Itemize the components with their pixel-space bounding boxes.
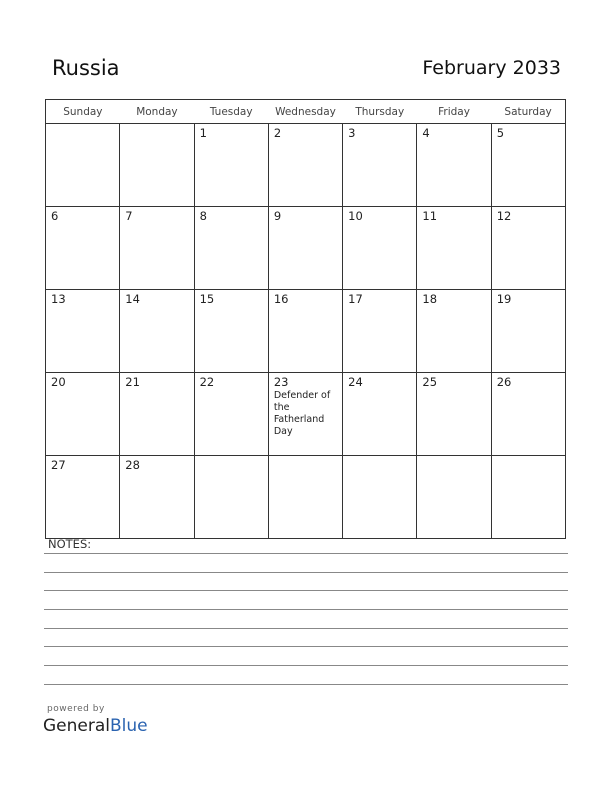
day-number: 27 bbox=[51, 458, 66, 472]
calendar-day-cell bbox=[268, 290, 342, 373]
day-number: 7 bbox=[125, 209, 133, 223]
day-number: 25 bbox=[422, 375, 438, 389]
holiday-label: Defender of the Fatherland Day bbox=[273, 390, 331, 437]
calendar-day-cell bbox=[417, 456, 491, 539]
calendar-grid bbox=[45, 99, 566, 539]
day-number: 26 bbox=[496, 375, 512, 389]
calendar-day-cell bbox=[268, 207, 342, 290]
day-number: 9 bbox=[273, 209, 282, 223]
day-number: 10 bbox=[348, 209, 363, 223]
calendar-day-cell bbox=[120, 207, 194, 290]
generalblue-logo bbox=[43, 716, 148, 736]
note-line bbox=[44, 684, 568, 685]
calendar-day-cell bbox=[46, 290, 120, 373]
note-line bbox=[44, 553, 568, 554]
note-line bbox=[44, 572, 568, 573]
calendar-day-cell bbox=[120, 124, 194, 207]
calendar-day-cell bbox=[343, 207, 417, 290]
calendar-day-cell bbox=[343, 124, 417, 207]
calendar-day-cell bbox=[491, 456, 565, 539]
day-number: 23 bbox=[273, 375, 289, 389]
day-number: 28 bbox=[125, 458, 140, 472]
note-line bbox=[44, 609, 568, 610]
calendar-day-cell bbox=[343, 456, 417, 539]
calendar-day-cell bbox=[343, 373, 417, 456]
weekday-header: Tuesday bbox=[194, 100, 268, 124]
weekday-header: Sunday bbox=[46, 100, 120, 124]
calendar-day-cell bbox=[417, 373, 491, 456]
calendar-day-cell bbox=[417, 290, 491, 373]
calendar-week-row bbox=[46, 207, 566, 290]
day-number: 12 bbox=[496, 209, 512, 223]
calendar-day-cell bbox=[343, 290, 417, 373]
day-number: 21 bbox=[125, 375, 140, 389]
calendar-day-cell bbox=[268, 456, 342, 539]
day-number: 22 bbox=[199, 375, 215, 389]
day-number: 19 bbox=[496, 292, 512, 306]
weekday-header: Saturday bbox=[491, 100, 565, 124]
calendar-day-cell bbox=[46, 207, 120, 290]
calendar-day-cell bbox=[194, 124, 268, 207]
weekday-header: Friday bbox=[417, 100, 491, 124]
calendar-country: Russia bbox=[52, 56, 120, 80]
calendar-day-cell bbox=[194, 373, 268, 456]
powered-by-text: powered by bbox=[47, 704, 105, 714]
calendar-day-cell bbox=[46, 373, 120, 456]
day-number: 3 bbox=[348, 126, 356, 140]
calendar-day-cell bbox=[491, 124, 565, 207]
calendar-week-row bbox=[46, 290, 566, 373]
day-number: 17 bbox=[348, 292, 363, 306]
note-line bbox=[44, 628, 568, 629]
day-number: 15 bbox=[199, 292, 215, 306]
calendar-day-cell bbox=[46, 124, 120, 207]
day-number: 1 bbox=[199, 126, 207, 140]
weekday-header: Thursday bbox=[343, 100, 417, 124]
calendar-week-row bbox=[46, 373, 566, 456]
calendar-day-cell bbox=[491, 373, 565, 456]
day-number: 8 bbox=[199, 209, 207, 223]
calendar-day-cell bbox=[120, 456, 194, 539]
calendar-day-cell bbox=[491, 290, 565, 373]
calendar-day-cell bbox=[268, 124, 342, 207]
calendar-month-year: February 2033 bbox=[422, 57, 561, 79]
calendar-day-cell bbox=[417, 124, 491, 207]
day-number: 24 bbox=[348, 375, 363, 389]
day-number: 6 bbox=[51, 209, 59, 223]
calendar-day-cell bbox=[417, 207, 491, 290]
logo-blue: Blue bbox=[110, 716, 148, 736]
calendar-day-cell bbox=[194, 207, 268, 290]
calendar-day-cell bbox=[268, 373, 342, 456]
weekday-header-row bbox=[46, 100, 566, 124]
logo-general: General bbox=[43, 716, 110, 736]
day-number: 11 bbox=[422, 209, 438, 223]
day-number: 16 bbox=[273, 292, 289, 306]
calendar-day-cell bbox=[120, 373, 194, 456]
calendar-day-cell bbox=[46, 456, 120, 539]
day-number: 2 bbox=[273, 126, 282, 140]
note-line bbox=[44, 590, 568, 591]
day-number: 18 bbox=[422, 292, 438, 306]
day-number: 20 bbox=[51, 375, 66, 389]
calendar-week-row bbox=[46, 456, 566, 539]
day-number: 4 bbox=[422, 126, 430, 140]
weekday-header: Wednesday bbox=[268, 100, 342, 124]
note-line bbox=[44, 665, 568, 666]
day-number: 14 bbox=[125, 292, 140, 306]
day-number: 5 bbox=[496, 126, 505, 140]
notes-label: NOTES: bbox=[48, 537, 92, 551]
calendar-day-cell bbox=[194, 456, 268, 539]
calendar-day-cell bbox=[120, 290, 194, 373]
weekday-header: Monday bbox=[120, 100, 194, 124]
calendar-day-cell bbox=[491, 207, 565, 290]
calendar-week-row bbox=[46, 124, 566, 207]
calendar-day-cell bbox=[194, 290, 268, 373]
note-line bbox=[44, 646, 568, 647]
day-number: 13 bbox=[51, 292, 66, 306]
